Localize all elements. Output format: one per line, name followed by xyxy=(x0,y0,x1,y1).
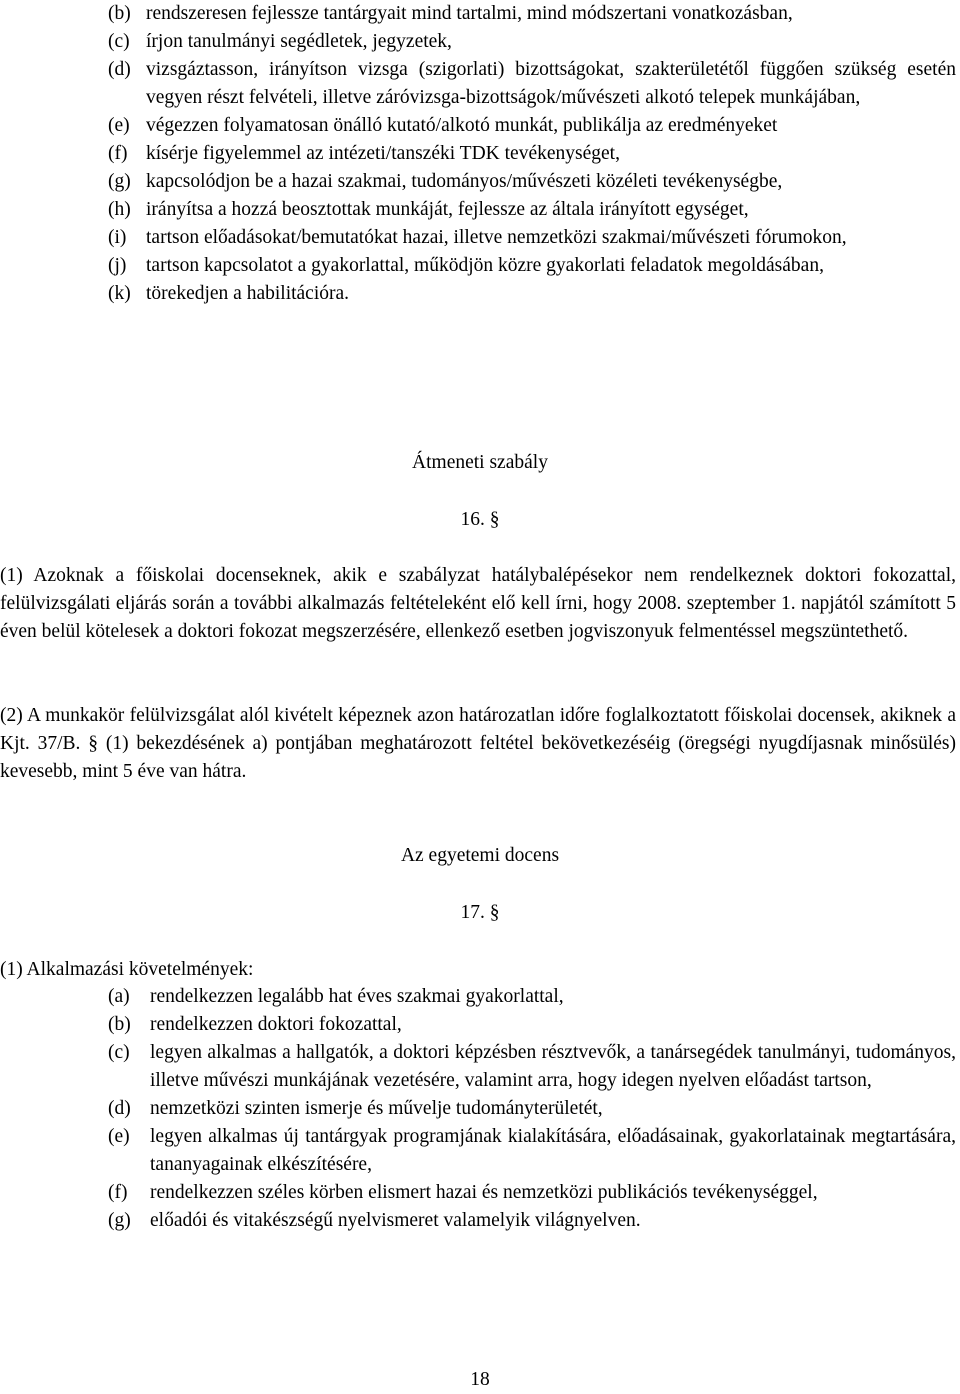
duty-item xyxy=(108,140,956,168)
requirement-item xyxy=(108,1207,956,1235)
duty-item xyxy=(108,196,956,224)
duties-list xyxy=(108,0,956,308)
requirement-item xyxy=(108,1123,956,1179)
item-text: rendelkezzen legalább hat éves szakmai gyakorlattal, xyxy=(150,986,564,1007)
section-16-paragraph-1: (1) Azoknak a főiskolai docenseknek, akik e szabályzat hatálybalépésekor nem rendelkeznek doktori fokozattal, felülvizsgálati eljárás során a további alkalmazás feltételeként elő kell írni, hogy 2008. szeptember 1. napjától számított 5 éven belül kötelesek a doktori fokozat megszerzésére, ellenkező esetben jogviszonyuk felmentéssel megszüntethető. xyxy=(0,565,956,642)
item-label: (g) xyxy=(108,1210,131,1231)
item-text: legyen alkalmas új tantárgyak programjának kialakítására, előadásainak, gyakorlatainak megtartására, tananyagainak elkészítésére, xyxy=(150,1126,956,1175)
page-number: 18 xyxy=(470,1369,490,1390)
item-text: tartson kapcsolatot a gyakorlattal, működjön közre gyakorlati feladatok megoldásában, xyxy=(146,255,824,276)
item-label: (c) xyxy=(108,31,130,52)
item-text: rendszeresen fejlessze tantárgyait mind tartalmi, mind módszertani vonatkozásban, xyxy=(146,3,793,24)
item-label: (f) xyxy=(108,1182,128,1203)
duty-item xyxy=(108,252,956,280)
item-text: tartson előadásokat/bemutatókat hazai, illetve nemzetközi szakmai/művészeti fórumokon, xyxy=(146,227,847,248)
item-text: rendelkezzen doktori fokozattal, xyxy=(150,1014,402,1035)
duty-item xyxy=(108,0,956,28)
requirement-item xyxy=(108,1095,956,1123)
item-text: rendelkezzen széles körben elismert hazai és nemzetközi publikációs tevékenységgel, xyxy=(150,1182,818,1203)
item-label: (b) xyxy=(108,3,131,24)
item-label: (a) xyxy=(108,986,130,1007)
duty-item xyxy=(108,280,956,308)
section-17-number: 17. § xyxy=(460,902,500,923)
item-text: kísérje figyelemmel az intézeti/tanszéki TDK tevékenységet, xyxy=(146,143,620,164)
duty-item xyxy=(108,112,956,140)
item-text: törekedjen a habilitációra. xyxy=(146,283,350,304)
item-label: (e) xyxy=(108,115,130,136)
item-text: írjon tanulmányi segédletek, jegyzetek, xyxy=(146,31,452,52)
requirement-item xyxy=(108,1011,956,1039)
item-text: végezzen folyamatosan önálló kutató/alkotó munkát, publikálja az eredményeket xyxy=(146,115,778,136)
section-16-title: Átmeneti szabály xyxy=(412,452,548,473)
requirement-item xyxy=(108,983,956,1011)
requirements-list xyxy=(108,983,956,1235)
item-label: (e) xyxy=(108,1126,130,1147)
section-16-paragraph-2: (2) A munkakör felülvizsgálat alól kivételt képeznek azon határozatlan időre foglalkoztatott főiskolai docensek, akiknek a Kjt. 37/B. § (1) bekezdésének a) pontjában meghatározott feltétel bekövetkezéséig (öregségi nyugdíjasnak minősülés) kevesebb, mint 5 éve van hátra. xyxy=(0,705,956,782)
item-label: (h) xyxy=(108,199,131,220)
section-16-number: 16. § xyxy=(460,509,500,530)
section-17-intro: (1) Alkalmazási követelmények: xyxy=(0,959,254,980)
item-label: (d) xyxy=(108,59,131,80)
item-label: (d) xyxy=(108,1098,131,1119)
duty-item xyxy=(108,224,956,252)
item-label: (k) xyxy=(108,283,131,304)
duty-item xyxy=(108,28,956,56)
section-17-title: Az egyetemi docens xyxy=(400,845,560,866)
item-text: nemzetközi szinten ismerje és művelje tudományterületét, xyxy=(150,1098,603,1119)
item-text: kapcsolódjon be a hazai szakmai, tudományos/művészeti közéleti tevékenységbe, xyxy=(146,171,783,192)
item-label: (g) xyxy=(108,171,131,192)
duty-item xyxy=(108,56,956,112)
item-label: (j) xyxy=(108,255,127,276)
item-label: (b) xyxy=(108,1014,131,1035)
item-label: (c) xyxy=(108,1042,130,1063)
requirement-item xyxy=(108,1039,956,1095)
item-text: előadói és vitakészségű nyelvismeret valamelyik világnyelven. xyxy=(150,1210,641,1231)
item-text: irányítsa a hozzá beosztottak munkáját, fejlessze az általa irányított egységet, xyxy=(146,199,749,220)
item-label: (i) xyxy=(108,227,127,248)
requirement-item xyxy=(108,1179,956,1207)
duty-item xyxy=(108,168,956,196)
item-text: vizsgáztasson, irányítson vizsga (szigorlati) bizottságokat, szakterületétől függően szükség esetén vegyen részt felvételi, illetve záróvizsga-bizottságok/művészeti alkotó telepek munkájában, xyxy=(146,59,956,108)
item-text: legyen alkalmas a hallgatók, a doktori képzésben résztvevők, a tanársegédek tanulmányi, tudományos, illetve művészi munkájának vezetésére, valamint arra, hogy idegen nyelven előadást tartson, xyxy=(150,1042,956,1091)
item-label: (f) xyxy=(108,143,128,164)
